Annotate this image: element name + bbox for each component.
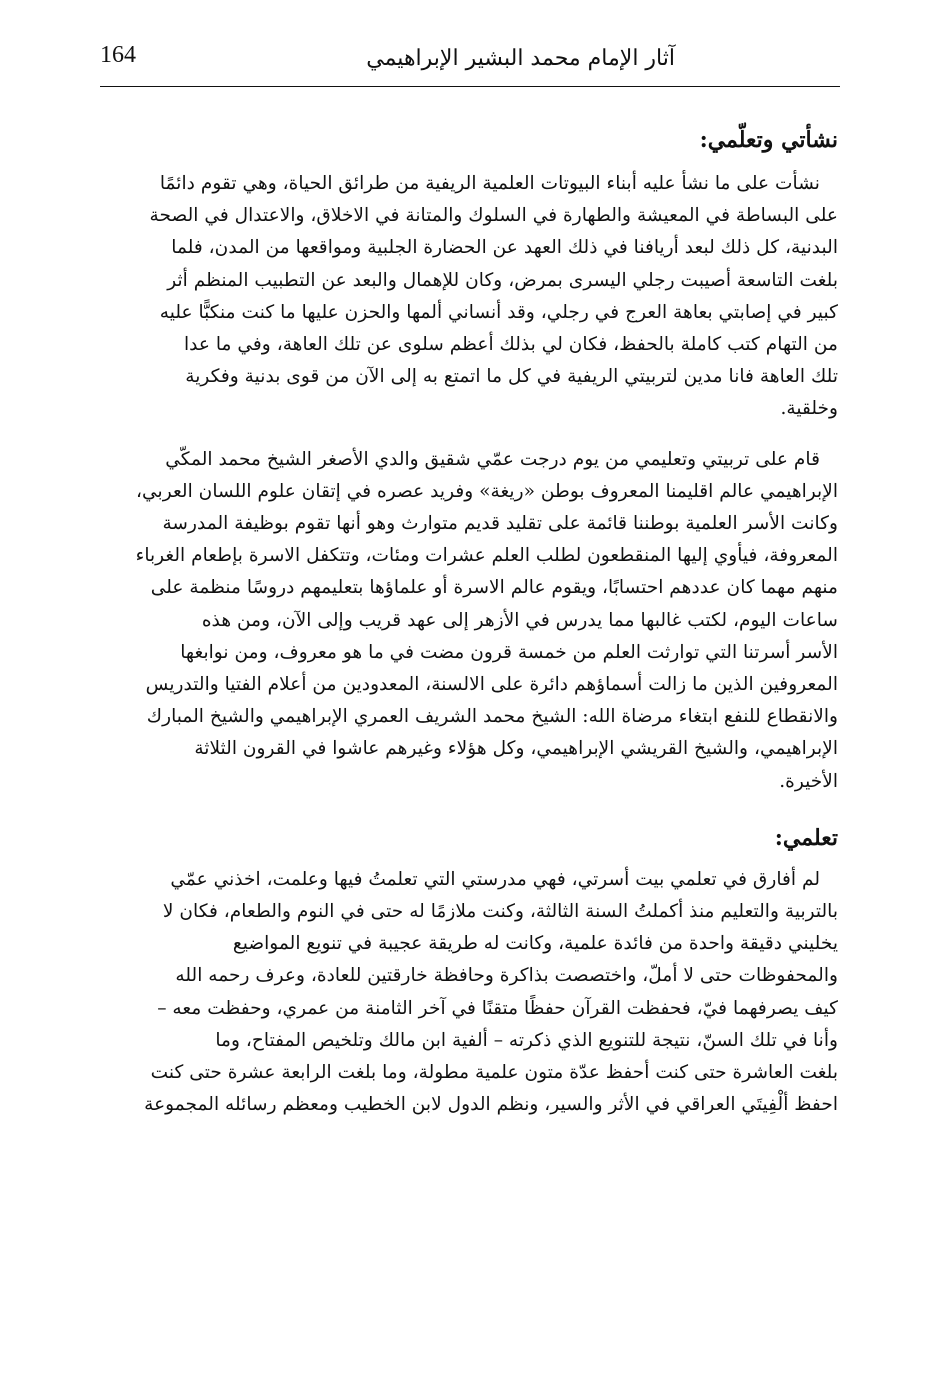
text-line: الأخيرة. [779, 770, 838, 792]
text-line: من التهام كتب كاملة بالحفظ، فكان لي بذلك أعظم سلوى عن تلك العاهة، وفي ما عدا [183, 334, 838, 356]
text-line: والمحفوظات حتى لا أملّ، واختصصت بذاكرة وحافظة خارقتين للعادة، وعرف رحمه الله [175, 965, 838, 987]
text-line: البدنية، كل ذلك لبعد أريافنا في ذلك العهد عن الحضارة الجلبية ومواقعها من المدن، فلما [171, 237, 838, 259]
text-line: كبير في إصابتي بعاهة العرج في رجلي، وقد أنساني ألمها والحزن عليها ما كنت منكبًّا عليه [159, 301, 838, 323]
page-number: 164 [100, 42, 136, 68]
paragraph-education [102, 864, 838, 1122]
text-line: منهم مهما كان عددهم احتسابًا، ويقوم عالم الاسرة أو علماؤها بتعليمهم دروسًا منظمة على [150, 577, 838, 599]
text-line: وخلقية. [780, 398, 838, 420]
section-heading-education: تعلمي: [774, 824, 838, 851]
page-header [100, 40, 840, 87]
text-line: وكانت الأسر العلمية بوطننا قائمة على تقليد قديم متوارث وهو أنها تقوم بوظيفة المدرسة [162, 513, 838, 535]
text-line: بالتربية والتعليم منذ أكملتُ السنة الثالثة، وكنت ملازمًا له حتى في النوم والطعام، فكان لا [162, 901, 838, 923]
paragraph-upbringing [102, 168, 838, 426]
text-line: على البساطة في المعيشة والطهارة في السلوك والمتانة في الاخلاق، والاعتدال في الصحة [149, 205, 838, 227]
text-line: والانقطاع للنفع ابتغاء مرضاة الله: الشيخ محمد الشريف العمري الإبراهيمي والشيخ المبارك [146, 706, 838, 728]
text-line: الإبراهيمي، والشيخ القريشي الإبراهيمي، وكل هؤلاء وغيرهم عاشوا في القرون الثلاثة [194, 738, 838, 760]
section-heading-upbringing: نشأتي وتعلّمي: [699, 127, 838, 153]
text-line: نشأت على ما نشأ عليه أبناء البيوتات العلمية الريفية من طرائق الحياة، وهي تقوم دائمًا [159, 173, 820, 194]
text-line: بلغت العاشرة حتى كنت أحفظ عدّة متون علمية مطولة، وما بلغت الرابعة عشرة حتى كنت [150, 1062, 838, 1084]
running-title: آثار الإمام محمد البشير الإبراهيمي [366, 46, 675, 71]
text-line: بلغت التاسعة أصيبت رجلي اليسرى بمرض، وكان للإهمال والبعد عن التطبيب المنظم أثر [167, 269, 838, 291]
text-line: يخليني دقيقة واحدة من فائدة علمية، وكانت له طريقة عجيبة في تنويع المواضيع [232, 933, 838, 955]
text-line: قام على تربيتي وتعليمي من يوم درجت عمّي شقيق والدي الأصغر الشيخ محمد المكّي [165, 448, 820, 470]
text-line: ساعات اليوم، لكتب غالبها مما يدرس في الأزهر إلى عهد قريب وإلى الآن، ومن هذه [201, 609, 838, 631]
text-line: تلك العاهة فانا مدين لتربيتي الريفية في كل ما اتمتع به إلى الآن من قوى بدنية وفكرية [185, 366, 838, 388]
text-line: وأنا في تلك السنّ، نتيجة للتنويع الذي ذكرته – ألفية ابن مالك وتلخيص المفتاح، وما [215, 1029, 838, 1051]
text-line: الأسر أسرتنا التي توارثت العلم من خمسة قرون مضت في ما هو معروف، ومن نوابغها [180, 641, 838, 663]
text-line: المعروفين الذين ما زالت أسماؤهم دائرة على الالسنة، المعدودين من أعلام الفتيا والتدريس [145, 674, 838, 696]
page-body [102, 118, 838, 1121]
text-line: احفظ ألْفِيتَي العراقي في الأثر والسير، ونظم الدول لابن الخطيب ومعظم رسائله المجموعة [144, 1094, 838, 1116]
text-line: كيف يصرفهما فيّ، فحفظت القرآن حفظًا متقنًا في آخر الثامنة من عمري، وحفظت معه – [157, 997, 838, 1019]
text-line: الإبراهيمي عالم اقليمنا المعروف بوطن «ريغة» وفريد عصره في إتقان علوم اللسان العربي، [136, 480, 838, 502]
text-line: لم أفارق في تعلمي بيت أسرتي، فهي مدرستي التي تعلمتُ فيها وعلمت، اخذني عمّي [170, 868, 820, 890]
paragraph-family-scholars [102, 444, 838, 798]
text-line: المعروفة، فيأوي إليها المنقطعون لطلب العلم عشرات ومئات، وتتكفل الاسرة بإطعام الغرباء [135, 545, 838, 567]
